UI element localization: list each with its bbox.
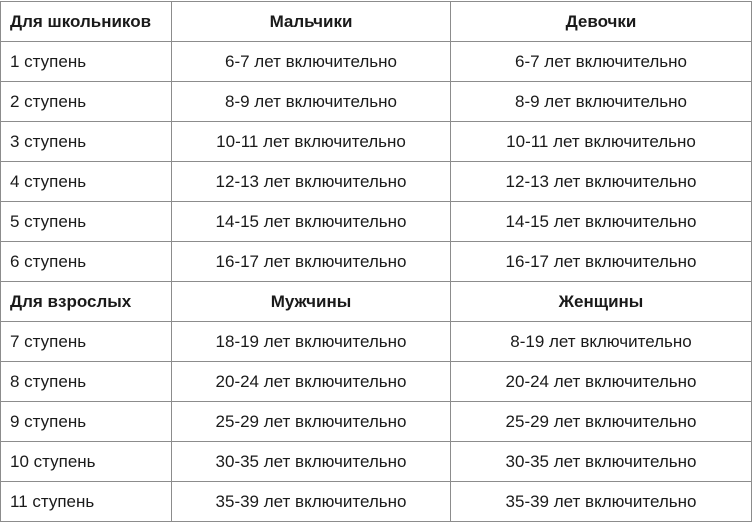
age-cell-girls: 12-13 лет включительно — [451, 162, 752, 202]
stage-cell: 5 ступень — [1, 202, 172, 242]
age-cell-girls: 10-11 лет включительно — [451, 122, 752, 162]
age-cell-girls: 8-9 лет включительно — [451, 82, 752, 122]
age-cell-men: 18-19 лет включительно — [172, 322, 451, 362]
age-cell-boys: 10-11 лет включительно — [172, 122, 451, 162]
stage-cell: 2 ступень — [1, 82, 172, 122]
table-row — [1, 362, 752, 402]
section-title: Для школьников — [1, 2, 172, 42]
age-cell-women: 8-19 лет включительно — [451, 322, 752, 362]
age-cell-girls: 6-7 лет включительно — [451, 42, 752, 82]
age-cell-men: 30-35 лет включительно — [172, 442, 451, 482]
age-cell-women: 20-24 лет включительно — [451, 362, 752, 402]
age-cell-women: 35-39 лет включительно — [451, 482, 752, 522]
age-cell-women: 25-29 лет включительно — [451, 402, 752, 442]
age-cell-girls: 14-15 лет включительно — [451, 202, 752, 242]
table-row — [1, 82, 752, 122]
stage-cell: 6 ступень — [1, 242, 172, 282]
stage-cell: 8 ступень — [1, 362, 172, 402]
age-cell-men: 25-29 лет включительно — [172, 402, 451, 442]
age-cell-men: 35-39 лет включительно — [172, 482, 451, 522]
table-row — [1, 402, 752, 442]
stage-cell: 10 ступень — [1, 442, 172, 482]
age-cell-boys: 14-15 лет включительно — [172, 202, 451, 242]
age-cell-girls: 16-17 лет включительно — [451, 242, 752, 282]
table-row — [1, 242, 752, 282]
column-header-men: Мужчины — [172, 282, 451, 322]
stage-cell: 1 ступень — [1, 42, 172, 82]
column-header-boys: Мальчики — [172, 2, 451, 42]
age-cell-boys: 8-9 лет включительно — [172, 82, 451, 122]
column-header-women: Женщины — [451, 282, 752, 322]
section-title: Для взрослых — [1, 282, 172, 322]
table-row — [1, 482, 752, 522]
stage-cell: 9 ступень — [1, 402, 172, 442]
age-cell-women: 30-35 лет включительно — [451, 442, 752, 482]
table-row — [1, 442, 752, 482]
section-header-row-adults — [1, 282, 752, 322]
table-row — [1, 122, 752, 162]
stage-cell: 7 ступень — [1, 322, 172, 362]
table-row — [1, 42, 752, 82]
table-row — [1, 162, 752, 202]
age-cell-boys: 6-7 лет включительно — [172, 42, 451, 82]
stage-cell: 11 ступень — [1, 482, 172, 522]
stage-cell: 3 ступень — [1, 122, 172, 162]
age-cell-boys: 16-17 лет включительно — [172, 242, 451, 282]
age-cell-boys: 12-13 лет включительно — [172, 162, 451, 202]
table-row — [1, 202, 752, 242]
section-header-row-schoolchildren — [1, 2, 752, 42]
table-row — [1, 322, 752, 362]
age-cell-men: 20-24 лет включительно — [172, 362, 451, 402]
stage-cell: 4 ступень — [1, 162, 172, 202]
age-stages-table — [0, 1, 752, 522]
column-header-girls: Девочки — [451, 2, 752, 42]
